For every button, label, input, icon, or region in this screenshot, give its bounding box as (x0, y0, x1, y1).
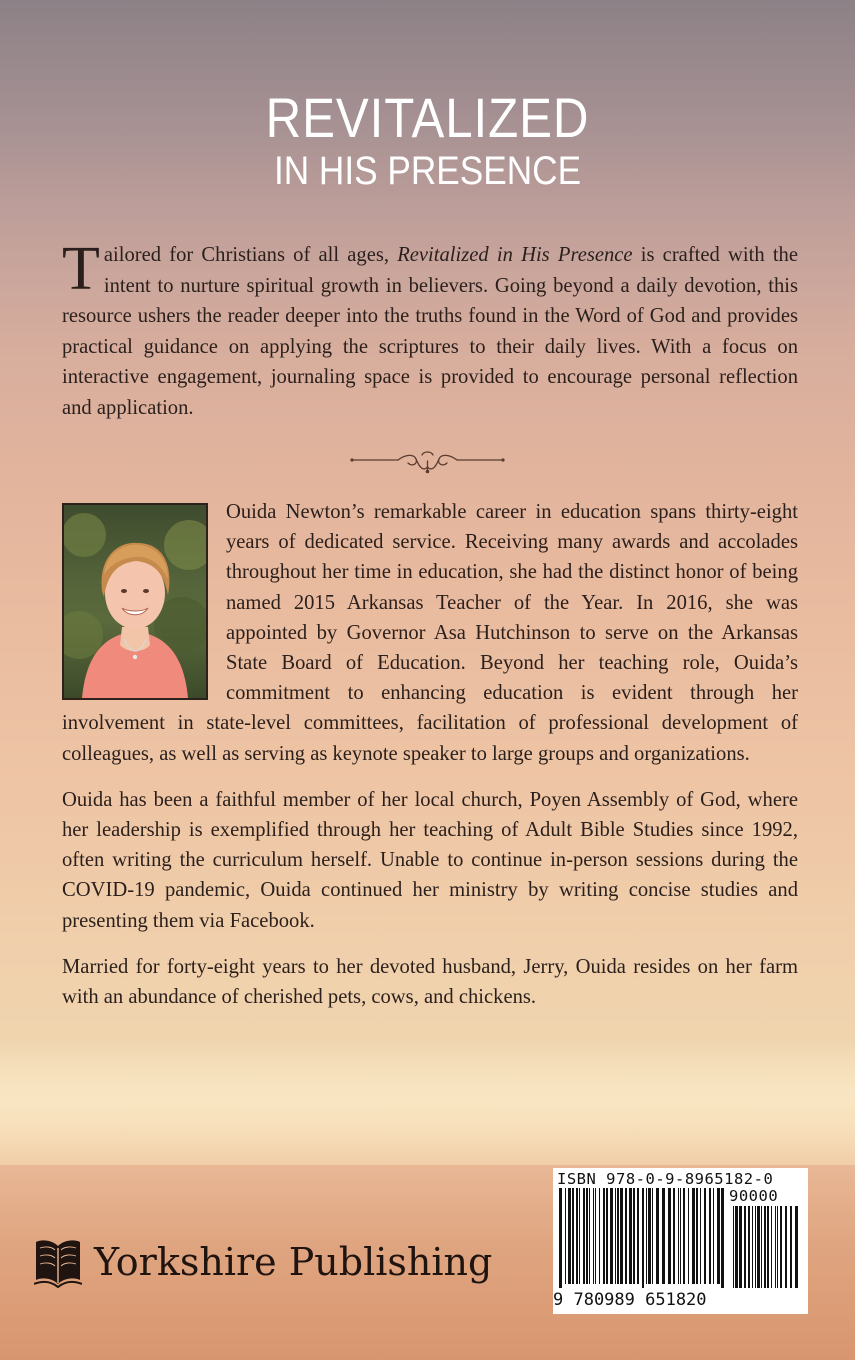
barcode-bar (648, 1188, 651, 1284)
barcode-bar (733, 1206, 734, 1288)
barcode-bar (683, 1188, 685, 1284)
barcode-bar (586, 1188, 588, 1284)
barcode-bar (777, 1206, 778, 1288)
barcode-bar (767, 1206, 769, 1288)
barcode-bar (559, 1188, 562, 1288)
barcode-bar (704, 1188, 706, 1284)
barcode-bar (673, 1188, 675, 1284)
barcode-bar (744, 1206, 746, 1288)
barcode-bar (568, 1188, 571, 1284)
barcode-bar (595, 1188, 596, 1284)
barcode-bar (775, 1206, 776, 1288)
barcode-bar (739, 1206, 742, 1288)
barcode-bar (662, 1188, 665, 1284)
barcode-bar (752, 1206, 753, 1288)
barcode-bar (572, 1188, 574, 1284)
barcode-bar (713, 1188, 714, 1284)
barcode-bar (617, 1188, 619, 1284)
barcode-bar (629, 1188, 632, 1284)
book-title (0, 88, 855, 194)
addon-barcode-bars (733, 1206, 801, 1288)
barcode-bar (717, 1188, 720, 1284)
barcode-bar (633, 1188, 635, 1284)
barcode-bar (576, 1188, 578, 1284)
book-title-line2: IN HIS PRESENCE (273, 149, 582, 193)
barcode-bar (620, 1188, 623, 1284)
description-text-start: ailored for Christians of all ages, (103, 244, 398, 266)
barcode-bar (589, 1188, 590, 1284)
book-description (62, 235, 798, 424)
barcode-bar (637, 1188, 639, 1284)
barcode-bar (735, 1206, 738, 1288)
barcode-bar (790, 1206, 792, 1288)
barcode-bar (642, 1188, 644, 1288)
barcode-bar (579, 1188, 580, 1284)
barcode-bar (606, 1188, 608, 1284)
bio-paragraph-1: Ouida Newton’s remarkable career in education spans thirty-eight years of dedicated service. Receiving many awards and accolades throughout her time in education, she had the distinct honor of being named 2015 Arkansas Teacher of the Year. In 2016, she was appointed by Governor Asa Hutchinson to serve on the Arkansas State Board of Education. Beyond her teaching role, Ouida’s commitment to enhancing education is evident through her involvement in state-level committees, facilitation of professional development of colleagues, as well as serving as keynote speaker to large groups and organizations. (62, 501, 798, 765)
barcode-bar (599, 1188, 600, 1284)
bio-paragraph-3: Married for forty-eight years to her devoted husband, Jerry, Ouida resides on her farm with an abundance of cherished pets, cows, and chickens. (62, 955, 798, 1009)
barcode-bar (565, 1188, 566, 1284)
description-text-end: is crafted with the intent to nurture spiritual growth in believers. Going beyond a daily devotion, this resource ushers the reader deeper into the truths found in the Word of God and provides practical guidance on applying the scriptures to their daily lives. With a focus on interactive engagement, journaling space is provided to encourage personal reflection and application. (62, 244, 798, 419)
barcode-bar (688, 1188, 689, 1284)
barcode-bar (785, 1206, 787, 1288)
barcode-bar (583, 1188, 585, 1284)
barcode-bar (680, 1188, 681, 1284)
flourish-divider-icon (350, 447, 505, 475)
barcode-bar (593, 1188, 594, 1284)
barcode-bar (646, 1188, 647, 1284)
open-book-icon (34, 1236, 82, 1288)
barcode-bar (668, 1188, 671, 1284)
barcode-bar (692, 1188, 695, 1284)
photo-spacer (62, 497, 226, 707)
barcode-bar (625, 1188, 627, 1284)
barcode-bar (603, 1188, 605, 1284)
description-book-title: Revitalized in His Presence (397, 244, 633, 266)
book-title-line1: REVITALIZED (265, 86, 590, 149)
isbn-label: ISBN 978-0-9-8965182-0 (557, 1170, 774, 1188)
barcode-bar (748, 1206, 750, 1288)
barcode-bar (610, 1188, 613, 1284)
barcode-bar (721, 1188, 724, 1288)
barcode-bar (757, 1206, 760, 1288)
barcode-bar (700, 1188, 701, 1284)
barcode-digits: 9 780989 651820 (553, 1290, 707, 1310)
drop-cap: T (62, 235, 100, 303)
barcode-bar (761, 1206, 762, 1288)
bio-paragraph-2: Ouida has been a faithful member of her local church, Poyen Assembly of God, where her leadership is exemplified through her teaching of Adult Bible Studies since 1992, often writing the curriculum herself. Unable to continue in-person sessions during the COVID-19 pandemic, Ouida continued her ministry by writing concise studies and presenting them via Facebook. (62, 788, 798, 932)
barcode-bar (678, 1188, 679, 1284)
background-haze (0, 1040, 855, 1170)
price-code: 90000 (729, 1187, 779, 1205)
barcode-bar (709, 1188, 711, 1284)
isbn-barcode (553, 1168, 808, 1314)
publisher-name: Yorkshire Publishing (94, 1240, 493, 1284)
barcode-bar (771, 1206, 772, 1288)
barcode-bar (780, 1206, 782, 1288)
barcode-bar (755, 1206, 756, 1288)
author-bio (62, 497, 798, 1028)
barcode-bar (652, 1188, 653, 1284)
barcode-bar (795, 1206, 798, 1288)
barcode-bar (696, 1188, 698, 1284)
barcode-bar (764, 1206, 766, 1288)
barcode-bar (615, 1188, 616, 1284)
barcode-bars (559, 1188, 725, 1288)
barcode-bar (656, 1188, 659, 1284)
